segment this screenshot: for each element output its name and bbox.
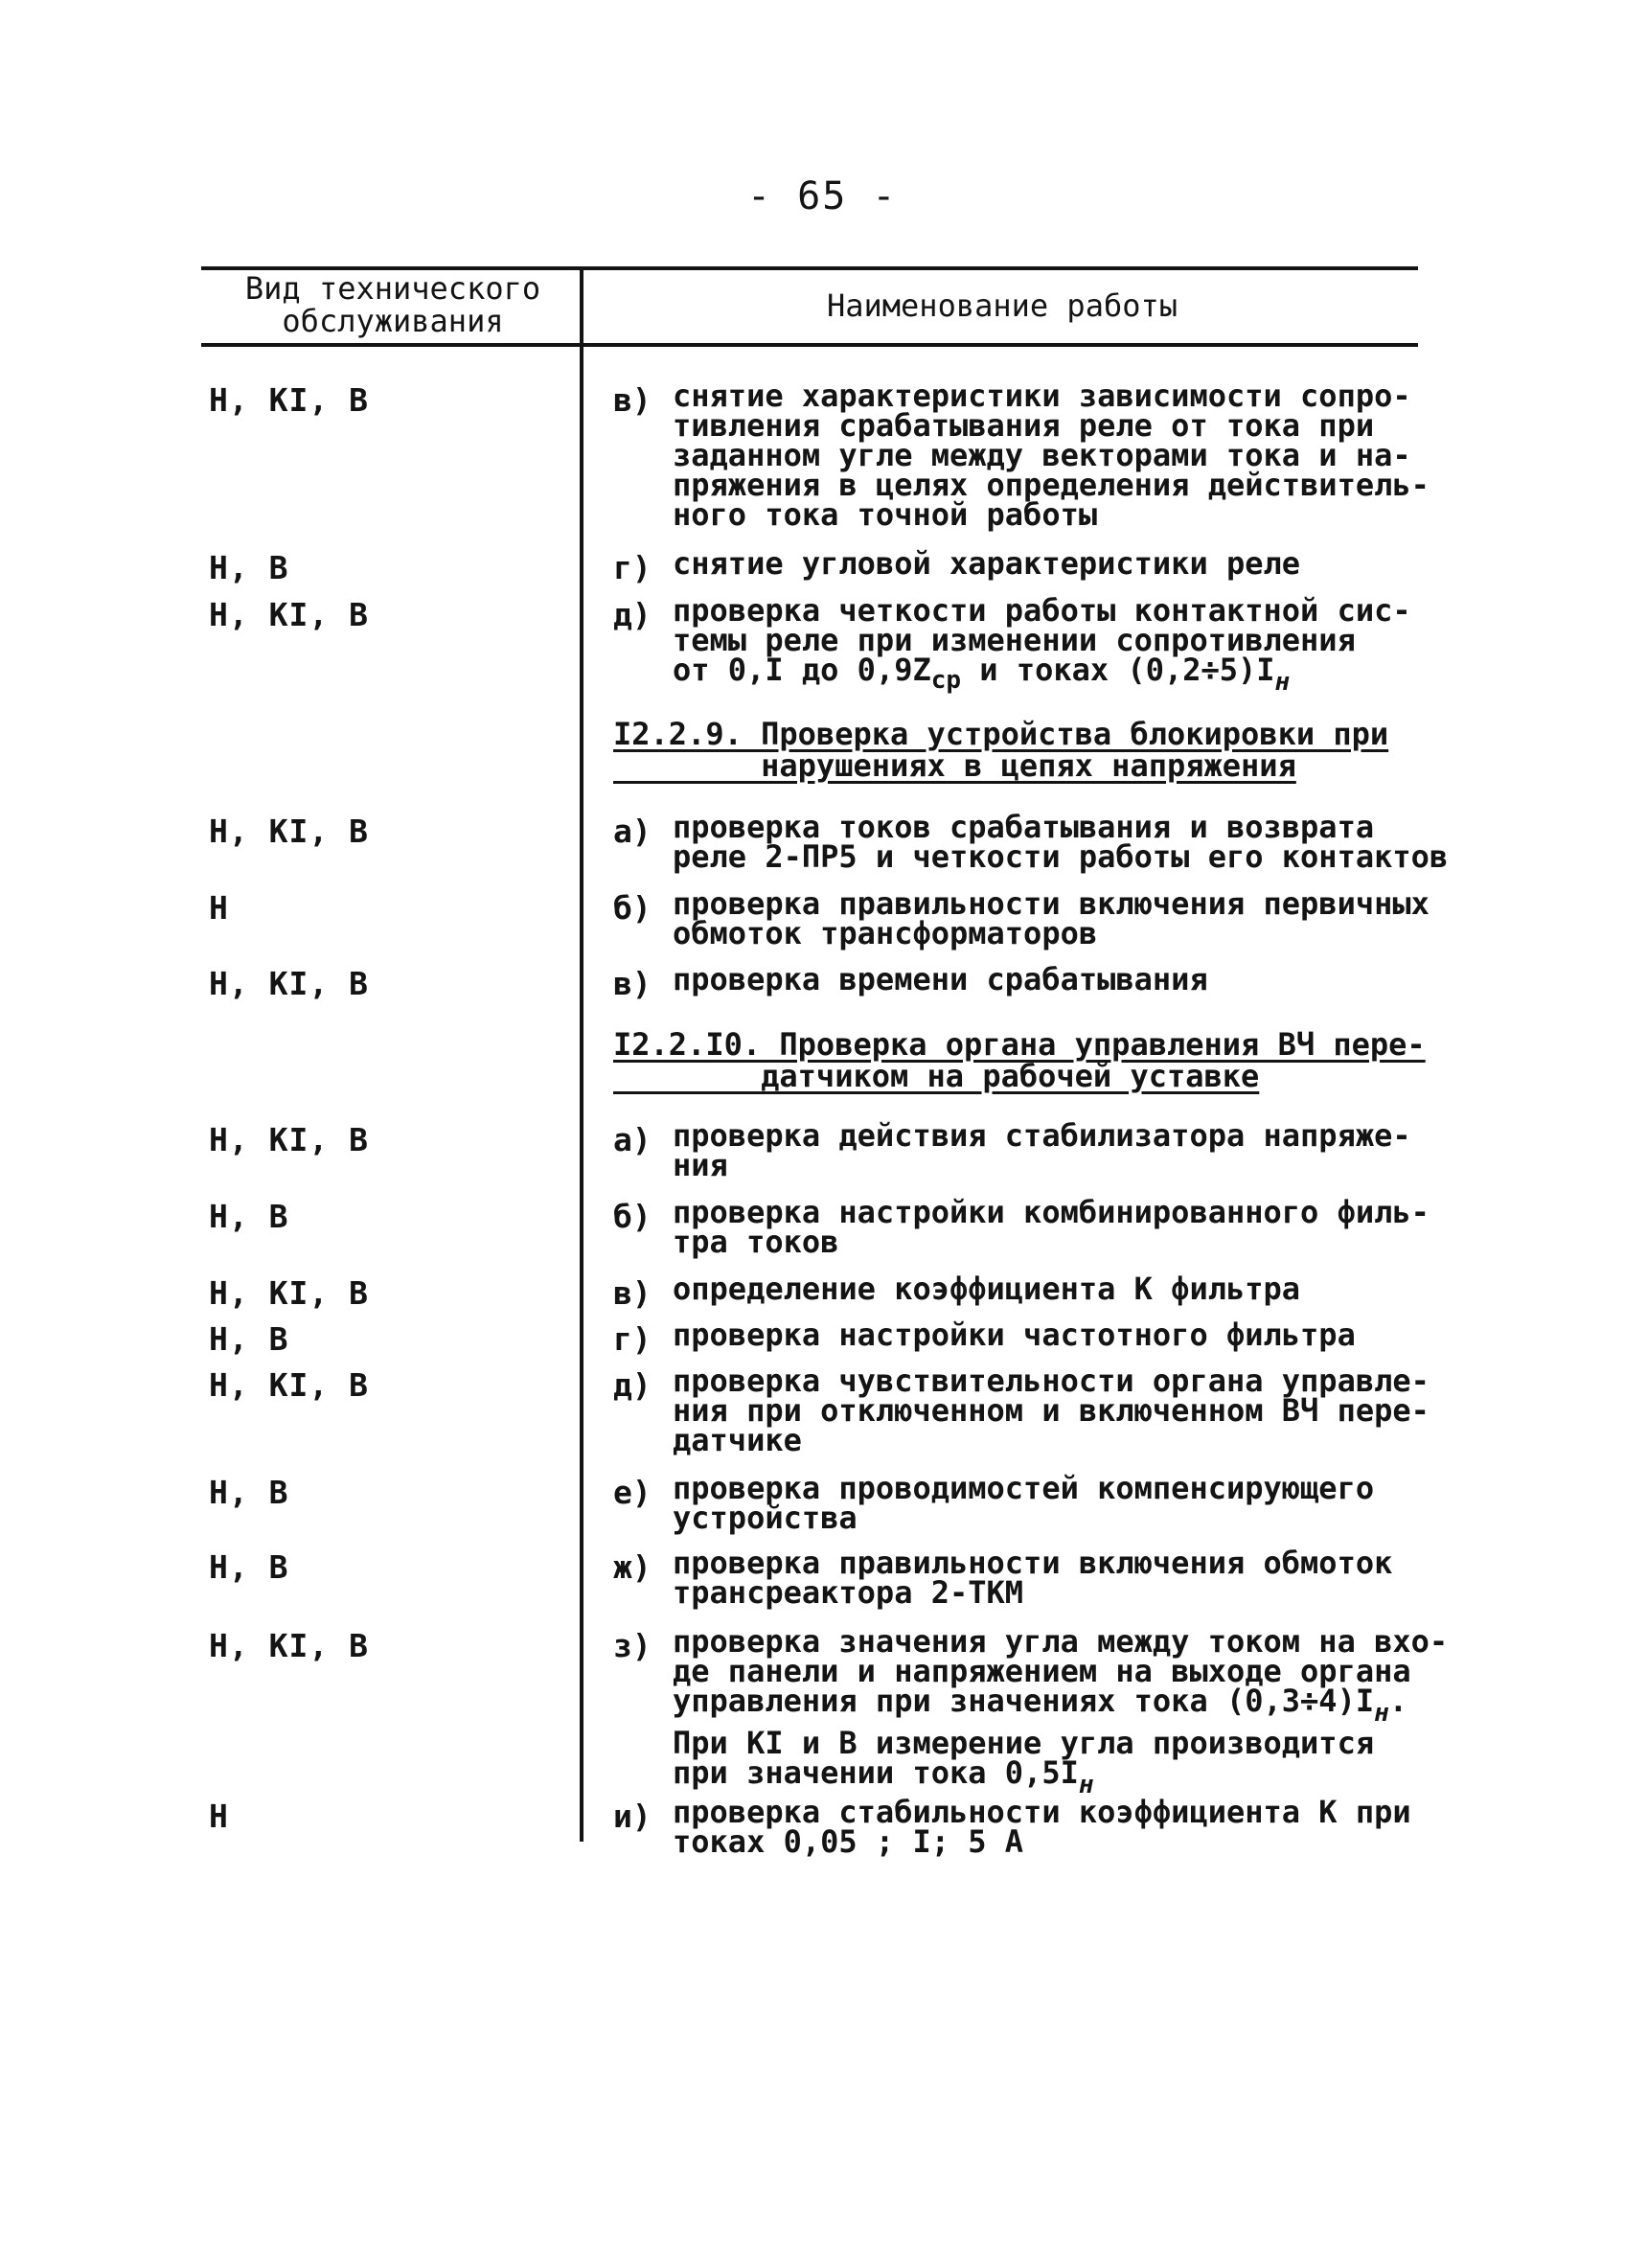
header-bottom-rule	[201, 343, 1418, 347]
item-text	[673, 1117, 1411, 1183]
maintenance-type: Н, КI, В	[209, 1121, 369, 1158]
header-col1-line1: Вид технического	[244, 270, 541, 307]
header-col2: Наименование работы	[826, 287, 1178, 324]
maintenance-type: Н, КI, В	[209, 1627, 369, 1664]
item-label: д)	[613, 1366, 652, 1404]
item-text	[673, 545, 1301, 582]
line: ния	[673, 1147, 728, 1183]
line: проверка токов срабатывания и возврата	[673, 809, 1375, 845]
item-text	[673, 1271, 1301, 1307]
maintenance-type: Н, КI, В	[209, 1274, 369, 1312]
item-text	[673, 1317, 1356, 1353]
item-label: з)	[613, 1627, 652, 1664]
line: токах 0,05 ; I; 5 А	[673, 1823, 1024, 1860]
line: проверка значения угла между током на вхо-	[673, 1623, 1449, 1660]
line: датчиком на рабочей уставке	[613, 1058, 1260, 1094]
maintenance-type: Н, КI, В	[209, 965, 369, 1002]
line: определение коэффициента К фильтра	[673, 1271, 1301, 1307]
item-label: е)	[613, 1474, 652, 1511]
line: темы реле при изменении сопротивления	[673, 622, 1356, 658]
item-text	[673, 809, 1449, 875]
item-label: д)	[613, 596, 652, 633]
item-text	[673, 1623, 1449, 1800]
line: тра токов	[673, 1224, 839, 1260]
item-text	[673, 1363, 1430, 1458]
item-label: б)	[613, 1198, 652, 1235]
maintenance-type: Н, КI, В	[209, 596, 369, 633]
maintenance-type: Н, КI, В	[209, 813, 369, 850]
item-label: а)	[613, 813, 652, 850]
item-label: и)	[613, 1798, 652, 1835]
line: заданном угле между векторами тока и на-	[673, 437, 1411, 473]
punctuation: .	[1388, 1683, 1408, 1719]
formula-subscript: ср	[930, 666, 962, 695]
line: обмоток трансформаторов	[673, 915, 1098, 951]
item-text	[673, 1794, 1411, 1860]
item-label: в)	[613, 1274, 652, 1312]
maintenance-type: Н, КI, В	[209, 1366, 369, 1404]
line: управления при значениях тока (0,3÷4)I	[673, 1683, 1375, 1719]
section-heading	[613, 716, 1389, 784]
line: проверка стабильности коэффициента К при	[673, 1794, 1411, 1830]
line: проверка настройки комбинированного филь-	[673, 1194, 1430, 1230]
item-text	[673, 378, 1430, 533]
line: проверка проводимостей компенсирующего	[673, 1470, 1375, 1506]
page-number: - 65 -	[747, 174, 898, 218]
line: I2.2.9. Проверка устройства блокировки при	[613, 716, 1389, 752]
line: пряжения в целях определения действитель-	[673, 467, 1430, 503]
item-label: б)	[613, 889, 652, 927]
item-label: а)	[613, 1121, 652, 1158]
item-label: в)	[613, 381, 652, 419]
line: реле 2-ПР5 и четкости работы его контактов	[673, 838, 1449, 875]
item-label: г)	[613, 1320, 652, 1358]
maintenance-type: Н	[209, 1798, 229, 1835]
maintenance-type: Н, КI, В	[209, 381, 369, 419]
item-label: г)	[613, 549, 652, 586]
line: I2.2.I0. Проверка органа управления ВЧ пере-	[613, 1026, 1426, 1063]
item-text	[673, 592, 1411, 698]
line: проверка четкости работы контактной сис-	[673, 592, 1411, 629]
item-text	[673, 885, 1430, 951]
item-text	[673, 961, 1208, 997]
line: ного тока точной работы	[673, 496, 1098, 533]
line: трансреактора 2-ТКМ	[673, 1574, 1024, 1611]
line: при значении тока 0,5I	[673, 1754, 1079, 1791]
formula-subscript: н	[1274, 668, 1291, 697]
line: нарушениях в цепях напряжения	[613, 747, 1296, 784]
line: При КI и В измерение угла производится	[673, 1725, 1375, 1761]
item-text	[673, 1194, 1430, 1260]
maintenance-type: Н, В	[209, 549, 289, 586]
line: ния при отключенном и включенном ВЧ пере-	[673, 1392, 1430, 1429]
line: снятие характеристики зависимости сопро-	[673, 378, 1411, 414]
line: тивления срабатывания реле от тока при	[673, 407, 1375, 444]
item-text	[673, 1470, 1375, 1536]
maintenance-type: Н, В	[209, 1198, 289, 1235]
line: проверка времени срабатывания	[673, 961, 1208, 997]
line: проверка действия стабилизатора напряже-	[673, 1117, 1411, 1154]
line: датчике	[673, 1422, 802, 1458]
line: де панели и напряжением на выходе органа	[673, 1653, 1411, 1689]
maintenance-type: Н, В	[209, 1474, 289, 1511]
maintenance-type: Н, В	[209, 1548, 289, 1586]
line: проверка настройки частотного фильтра	[673, 1317, 1356, 1353]
header-col1	[211, 272, 575, 337]
line: проверка правильности включения первичных	[673, 885, 1430, 922]
line: проверка чувствительности органа управле-	[673, 1363, 1430, 1399]
maintenance-type: Н	[209, 889, 229, 927]
header-col1-line2: обслуживания	[282, 303, 504, 339]
line: снятие угловой характеристики реле	[673, 545, 1301, 582]
column-divider	[580, 270, 583, 1842]
maintenance-type: Н, В	[209, 1320, 289, 1358]
line: устройства	[673, 1500, 858, 1536]
section-heading	[613, 1026, 1426, 1094]
formula-prefix: от 0,I до 0,9Z	[673, 652, 931, 688]
item-label: в)	[613, 965, 652, 1002]
formula-mid: и токах (0,2÷5)I	[961, 652, 1275, 688]
item-label: ж)	[613, 1548, 652, 1586]
line: проверка правильности включения обмоток	[673, 1545, 1393, 1581]
subscript: н	[1078, 1771, 1094, 1799]
subscript: н	[1374, 1699, 1389, 1728]
item-text	[673, 1545, 1393, 1611]
